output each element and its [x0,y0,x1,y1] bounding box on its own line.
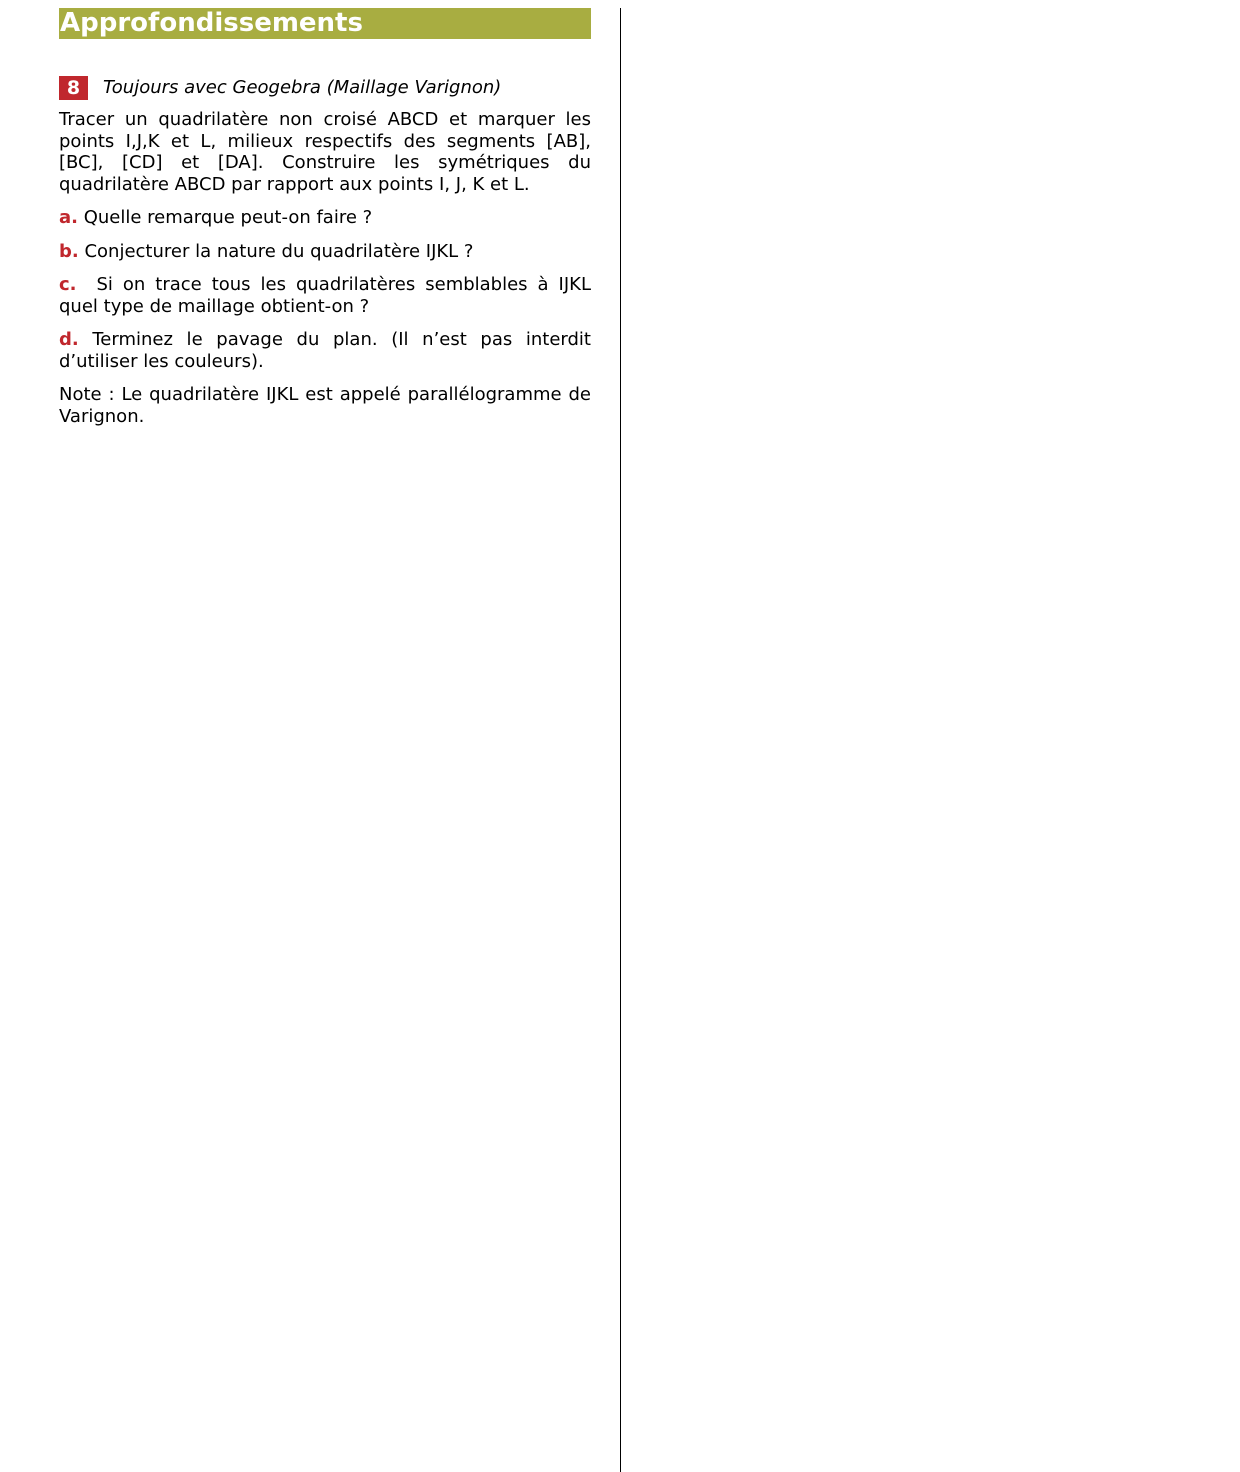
exercise-number-badge: 8 [59,76,88,100]
question-d-letter: d. [59,329,79,350]
question-c-text: Si on trace tous les quadrilatères semblables à IJKL quel type de maillage obtient-on ? [59,274,591,317]
question-a-letter: a. [59,207,78,228]
column-divider [620,8,621,1472]
question-d [59,329,591,372]
note: Note : Le quadrilatère IJKL est appelé parallélogramme de Varignon. [59,384,591,427]
question-c [59,274,591,317]
question-d-text: Terminez le pavage du plan. (Il n’est pas interdit d’utiliser les couleurs). [59,329,591,372]
exercise-title: Toujours avec Geogebra (Maillage Varignon) [103,77,502,98]
question-b-text: Conjecturer la nature du quadrilatère IJKL ? [84,240,474,262]
question-c-letter: c. [59,274,77,295]
question-b-letter: b. [59,240,79,262]
question-a-text: Quelle remarque peut-on faire ? [83,207,373,228]
left-column [59,8,591,427]
exercise-intro: Tracer un quadrilatère non croisé ABCD et marquer les points I,J,K et L, milieux respectifs des segments [AB], [BC], [CD] et [DA]. Construire les symétriques du quadrilatère ABCD par rapport aux points I, J, K et L. [59,109,591,195]
question-a [59,207,591,229]
section-header: Approfondissements [59,8,591,39]
question-b [59,241,591,263]
exercise-title-row [59,76,591,100]
